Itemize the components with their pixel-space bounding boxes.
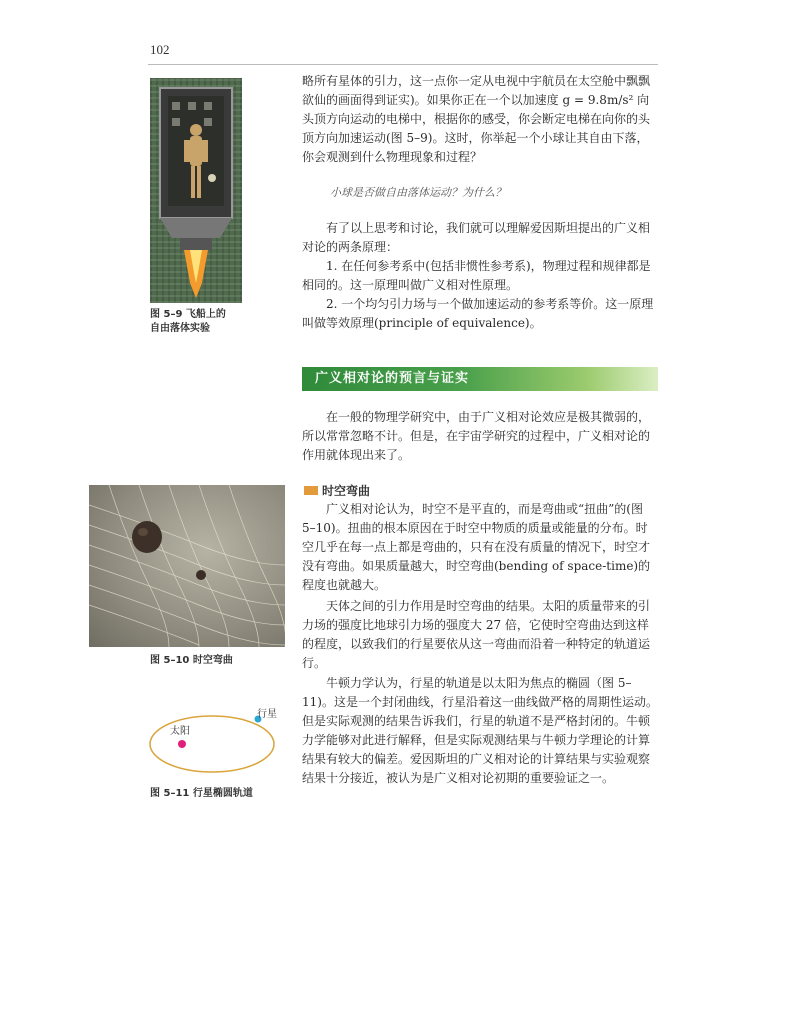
planet-label: 行星 — [257, 709, 277, 720]
sun-dot — [178, 740, 186, 748]
sun-label: 太阳 — [170, 726, 190, 737]
figure-5-9-caption-line2: 自由落体实验 — [150, 323, 210, 334]
subsection-title: 时空弯曲 — [322, 484, 371, 498]
spaceship-illustration — [150, 78, 242, 303]
intro-paragraph: 略所有星体的引力，这一点你一定从电视中宇航员在太空舱中飘飘欲仙的画面得到证实)。如果你正在一个以加速度 g = 9.8m/s² 向头顶方向运动的电梯中，根据你的感受，你会断定电梯在向你的头顶方向加速运动(图 5–9)。这时，你举起一个小球让其自由下落，你会观测到什么物理现象和过程？ — [302, 74, 651, 164]
subsection-marker — [304, 486, 318, 495]
figure-5-9-spaceship-image — [150, 78, 242, 303]
figure-5-10-spacetime-image — [89, 485, 285, 647]
curve-paragraph-1: 广义相对论认为，时空不是平直的，而是弯曲或“扭曲”的(图 5–10)。扭曲的根本原因在于时空中物质的质量或能量的分布。时空几乎在每一点上都是弯曲的，只有在没有质量的情况下，时空才没有弯曲。如果质量越大，时空弯曲(bending of space-time)的程度也就越大。 — [302, 502, 651, 592]
section-title: 广义相对论的预言与证实 — [315, 371, 470, 386]
orbit-ellipse — [150, 716, 274, 772]
figure-5-11-caption: 图 5–11 行星椭圆轨道 — [150, 788, 253, 799]
figure-5-9-caption-line1: 图 5–9 飞船上的 — [150, 309, 226, 320]
section-intro: 在一般的物理学研究中，由于广义相对论效应是极其微弱的，所以常常忽略不计。但是，在宇宙学研究的过程中，广义相对论的作用就体现出来了。 — [302, 410, 651, 462]
header-rule — [148, 64, 658, 65]
principles-intro: 有了以上思考和讨论，我们就可以理解爱因斯坦提出的广义相对论的两条原理： — [302, 221, 651, 254]
curve-paragraph-2: 天体之间的引力作用是时空弯曲的结果。太阳的质量带来的引力场的强度比地球引力场的强度大 27 倍，它使时空弯曲达到这样的程度，以致我们的行星要依从这一弯曲而沿着一种特定的轨道运行。 — [302, 599, 651, 670]
figure-5-10-caption: 图 5–10 时空弯曲 — [150, 655, 233, 666]
principle-2: 2. 一个均匀引力场与一个做加速运动的参考系等价。这一原理叫做等效原理(principle of equivalence)。 — [302, 297, 654, 330]
curve-paragraph-3: 牛顿力学认为，行星的轨道是以太阳为焦点的椭圆（图 5–11)。这是一个封闭曲线，行星沿着这一曲线做严格的周期性运动。但是实际观测的结果告诉我们，行星的轨道不是严格封闭的。牛顿力学能够对此进行解释，但是实际观测结果与牛顿力学理论的计算结果有较大的偏差。爱因斯坦的广义相对论的计算结果与实验观察结果十分接近，被认为是广义相对论初期的重要验证之一。 — [302, 676, 658, 785]
discussion-question: 小球是否做自由落体运动？为什么？ — [330, 186, 506, 199]
spacetime-grid-illustration — [89, 485, 285, 647]
principle-1: 1. 在任何参考系中(包括非惯性参考系)，物理过程和规律都是相同的。这一原理叫做广义相对性原理。 — [302, 259, 651, 292]
page-number: 102 — [150, 42, 170, 57]
